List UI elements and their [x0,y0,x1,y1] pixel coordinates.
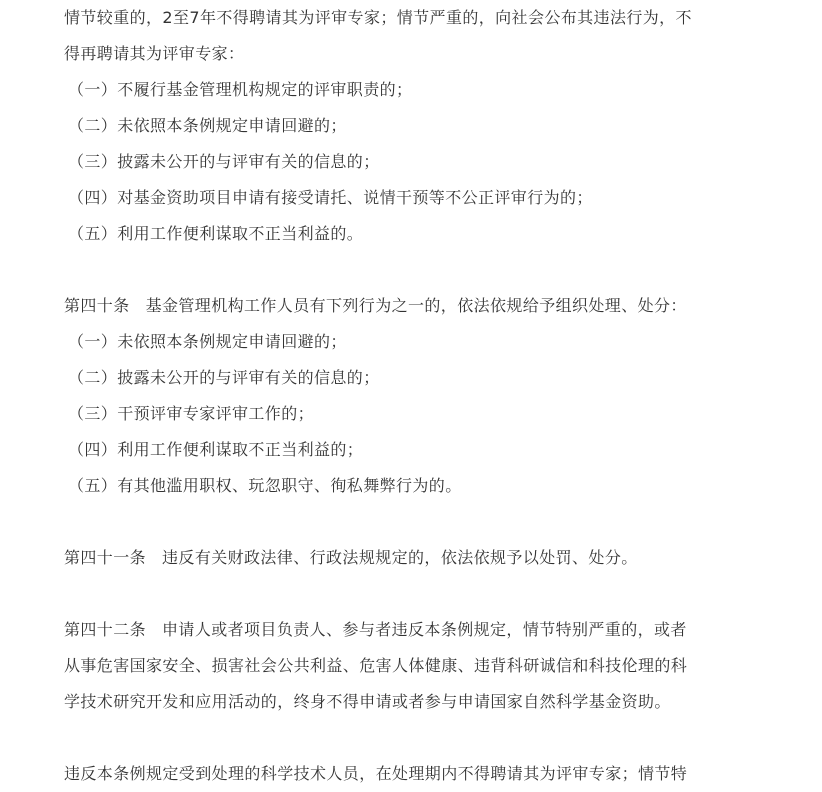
article-42-line-3: 学技术研究开发和应用活动的，终身不得申请或者参与申请国家自然科学基金资助。 [64,692,671,711]
list-item: （三）干预评审专家评审工作的； [68,404,315,423]
article-40-heading [64,288,754,324]
article-text: 申请人或者项目负责人、参与者违反本条例规定，情节特别严重的，或者 [162,620,687,639]
article-text: 基金管理机构工作人员有下列行为之一的，依法依规给予组织处理、处分： [145,296,687,315]
text-line: 违反本条例规定受到处理的科学技术人员，在处理期内不得聘请其为评审专家；情节特 [64,764,688,783]
article-41 [64,540,754,576]
list-item: （四）对基金资助项目申请有接受请托、说情干预等不公正评审行为的； [68,188,593,207]
article-number: 第四十条 [64,296,130,315]
paragraph-gap [64,504,754,540]
list-item: （五）有其他滥用职权、玩忽职守、徇私舞弊行为的。 [68,476,462,495]
list-item: （四）利用工作便利谋取不正当利益的； [68,440,364,459]
list-item: （一）未依照本条例规定申请回避的； [68,332,347,351]
article-number: 第四十一条 [64,548,147,567]
article-42-line-1 [64,612,754,648]
article-number: 第四十二条 [64,620,147,639]
text-line: 情节较重的，2至7年不得聘请其为评审专家；情节严重的，向社会公布其违法行为，不 [64,8,692,27]
paragraph-gap [64,252,754,288]
paragraph-gap [64,576,754,612]
list-item: （五）利用工作便利谋取不正当利益的。 [68,224,364,243]
article-text: 违反有关财政法律、行政法规规定的，依法依规予以处罚、处分。 [162,548,638,567]
document-body [64,0,754,792]
paragraph-gap [64,720,754,756]
list-item: （二）披露未公开的与评审有关的信息的； [68,368,380,387]
list-item: （一）不履行基金管理机构规定的评审职责的； [68,80,413,99]
text-line: 得再聘请其为评审专家： [64,44,245,63]
list-item: （二）未依照本条例规定申请回避的； [68,116,347,135]
article-42-line-2: 从事危害国家安全、损害社会公共利益、危害人体健康、违背科研诚信和科技伦理的科 [64,656,688,675]
list-item: （三）披露未公开的与评审有关的信息的； [68,152,380,171]
